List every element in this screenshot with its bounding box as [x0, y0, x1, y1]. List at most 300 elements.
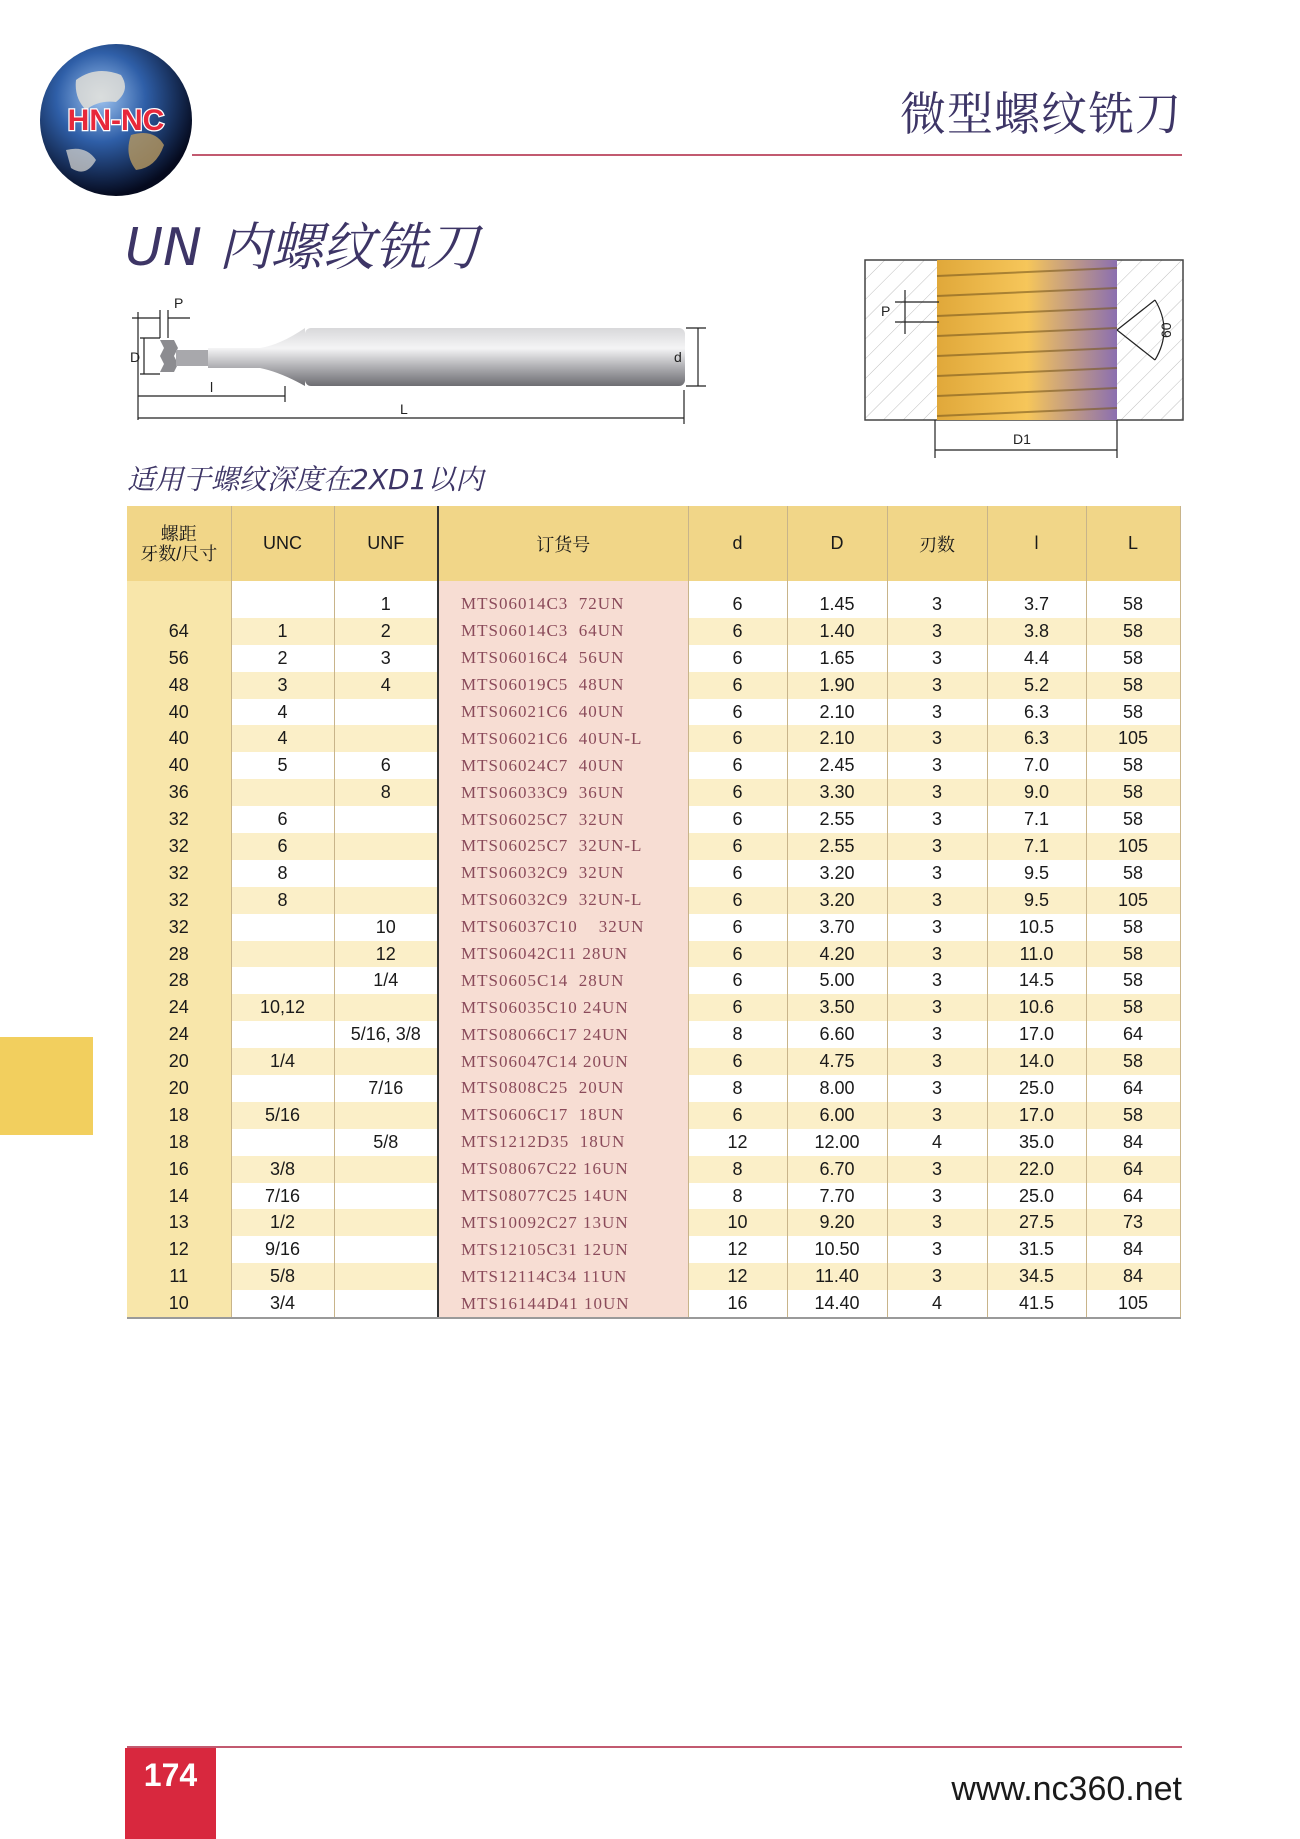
- cell-d: 6: [688, 699, 787, 726]
- cell-order: MTS0605C14 28UN: [438, 967, 688, 994]
- thread-profile-drawing: [855, 250, 1185, 465]
- cell-unc: [231, 1021, 334, 1048]
- cell-unc: 5/16: [231, 1102, 334, 1129]
- cell-order: MTS06025C7 32UN-L: [438, 833, 688, 860]
- cell-L: 64: [1086, 1075, 1180, 1102]
- cell-pitch: 28: [127, 941, 231, 968]
- cell-d: 8: [688, 1021, 787, 1048]
- cell-pitch: 18: [127, 1129, 231, 1156]
- cell-unf: 5/8: [334, 1129, 438, 1156]
- cell-l: 5.2: [987, 672, 1086, 699]
- cell-unc: [231, 941, 334, 968]
- cell-l: 9.5: [987, 860, 1086, 887]
- svg-text:L: L: [400, 401, 408, 417]
- cell-unf: [334, 725, 438, 752]
- cell-l: 25.0: [987, 1075, 1086, 1102]
- cell-pitch: 24: [127, 1021, 231, 1048]
- col-cut-length: l: [987, 506, 1086, 581]
- cell-order: MTS06037C10 32UN: [438, 914, 688, 941]
- cell-pitch: 32: [127, 833, 231, 860]
- cell-D: 3.20: [787, 860, 887, 887]
- cell-unc: 1/2: [231, 1209, 334, 1236]
- cell-unf: 1: [334, 591, 438, 618]
- cell-D: 1.90: [787, 672, 887, 699]
- cell-flutes: 3: [887, 1236, 987, 1263]
- cell-flutes: 3: [887, 591, 987, 618]
- cell-flutes: 3: [887, 1102, 987, 1129]
- cell-unc: [231, 1129, 334, 1156]
- cell-L: 58: [1086, 914, 1180, 941]
- svg-text:P: P: [881, 303, 891, 319]
- cell-flutes: 3: [887, 645, 987, 672]
- cell-flutes: 3: [887, 994, 987, 1021]
- cell-unf: 12: [334, 941, 438, 968]
- cell-D: 7.70: [787, 1183, 887, 1210]
- cell-l: 3.7: [987, 591, 1086, 618]
- cell-flutes: 3: [887, 1263, 987, 1290]
- cell-l: 34.5: [987, 1263, 1086, 1290]
- table-row: [127, 967, 1180, 994]
- table-row: [127, 725, 1180, 752]
- cell-order: MTS06021C6 40UN-L: [438, 725, 688, 752]
- cell-unf: [334, 1102, 438, 1129]
- cell-D: 4.20: [787, 941, 887, 968]
- cell-D: 4.75: [787, 1048, 887, 1075]
- cell-L: 105: [1086, 1290, 1180, 1318]
- cell-unc: 3/4: [231, 1290, 334, 1318]
- cell-l: 7.1: [987, 833, 1086, 860]
- cell-L: 58: [1086, 941, 1180, 968]
- cell-D: 2.45: [787, 752, 887, 779]
- cell-L: 64: [1086, 1021, 1180, 1048]
- table-row: [127, 941, 1180, 968]
- cell-D: 11.40: [787, 1263, 887, 1290]
- cell-unf: 2: [334, 618, 438, 645]
- cell-pitch: 13: [127, 1209, 231, 1236]
- cell-d: 6: [688, 618, 787, 645]
- cell-unc: 6: [231, 806, 334, 833]
- table-spacer-row: [127, 581, 1180, 591]
- cell-unc: [231, 779, 334, 806]
- cell-D: 12.00: [787, 1129, 887, 1156]
- cell-pitch: 20: [127, 1075, 231, 1102]
- svg-text:HN-NC: HN-NC: [67, 104, 165, 137]
- cell-l: 10.5: [987, 914, 1086, 941]
- cell-d: 6: [688, 833, 787, 860]
- table-row: [127, 1236, 1180, 1263]
- cell-L: 58: [1086, 645, 1180, 672]
- cell-L: 105: [1086, 725, 1180, 752]
- svg-text:d: d: [674, 349, 682, 365]
- cell-d: 6: [688, 941, 787, 968]
- cell-D: 9.20: [787, 1209, 887, 1236]
- cell-unc: 1/4: [231, 1048, 334, 1075]
- cell-flutes: 4: [887, 1129, 987, 1156]
- cell-flutes: 3: [887, 699, 987, 726]
- cell-d: 6: [688, 860, 787, 887]
- cell-d: 10: [688, 1209, 787, 1236]
- table-row: [127, 833, 1180, 860]
- cell-l: 31.5: [987, 1236, 1086, 1263]
- cell-flutes: 3: [887, 887, 987, 914]
- cell-l: 14.5: [987, 967, 1086, 994]
- cell-flutes: 4: [887, 1290, 987, 1318]
- cell-unc: 6: [231, 833, 334, 860]
- cell-L: 84: [1086, 1129, 1180, 1156]
- table-row: [127, 1156, 1180, 1183]
- cell-order: MTS1212D35 18UN: [438, 1129, 688, 1156]
- cell-D: 10.50: [787, 1236, 887, 1263]
- cell-unf: 8: [334, 779, 438, 806]
- cell-pitch: 40: [127, 752, 231, 779]
- table-row: [127, 779, 1180, 806]
- cell-l: 14.0: [987, 1048, 1086, 1075]
- table-row: [127, 1075, 1180, 1102]
- cell-d: 6: [688, 752, 787, 779]
- cell-D: 6.00: [787, 1102, 887, 1129]
- col-order-number: 订货号: [438, 506, 688, 581]
- cell-unf: [334, 1236, 438, 1263]
- cell-order: MTS06035C10 24UN: [438, 994, 688, 1021]
- cell-unf: 5/16, 3/8: [334, 1021, 438, 1048]
- cell-L: 58: [1086, 994, 1180, 1021]
- cell-pitch: 28: [127, 967, 231, 994]
- cell-L: 58: [1086, 860, 1180, 887]
- cell-d: 6: [688, 887, 787, 914]
- col-cut-dia: D: [787, 506, 887, 581]
- table-row: [127, 887, 1180, 914]
- cell-unc: 8: [231, 860, 334, 887]
- cell-d: 6: [688, 806, 787, 833]
- cell-D: 2.10: [787, 725, 887, 752]
- cell-L: 105: [1086, 833, 1180, 860]
- cell-D: 1.65: [787, 645, 887, 672]
- col-pitch: 螺距 牙数/尺寸: [127, 506, 231, 581]
- cell-L: 58: [1086, 752, 1180, 779]
- cell-unf: [334, 1290, 438, 1318]
- cell-pitch: 32: [127, 887, 231, 914]
- cell-order: MTS06014C3 64UN: [438, 618, 688, 645]
- cell-order: MTS06024C7 40UN: [438, 752, 688, 779]
- cell-unc: 5: [231, 752, 334, 779]
- cell-L: 58: [1086, 672, 1180, 699]
- table-row: [127, 591, 1180, 618]
- tool-dimension-drawing: [130, 290, 710, 430]
- cell-l: 9.0: [987, 779, 1086, 806]
- cell-flutes: 3: [887, 967, 987, 994]
- cell-order: MTS06016C4 56UN: [438, 645, 688, 672]
- cell-flutes: 3: [887, 1048, 987, 1075]
- cell-D: 6.60: [787, 1021, 887, 1048]
- cell-D: 3.30: [787, 779, 887, 806]
- cell-l: 35.0: [987, 1129, 1086, 1156]
- cell-d: 6: [688, 591, 787, 618]
- cell-unf: [334, 1156, 438, 1183]
- table-row: [127, 672, 1180, 699]
- cell-d: 8: [688, 1075, 787, 1102]
- cell-L: 73: [1086, 1209, 1180, 1236]
- cell-pitch: 32: [127, 914, 231, 941]
- cell-L: 58: [1086, 1102, 1180, 1129]
- svg-text:60: 60: [1158, 322, 1174, 338]
- cell-order: MTS0808C25 20UN: [438, 1075, 688, 1102]
- cell-l: 7.0: [987, 752, 1086, 779]
- cell-L: 58: [1086, 618, 1180, 645]
- cell-order: MTS06014C3 72UN: [438, 591, 688, 618]
- cell-l: 10.6: [987, 994, 1086, 1021]
- table-row: [127, 1209, 1180, 1236]
- cell-D: 2.10: [787, 699, 887, 726]
- cell-unc: 1: [231, 618, 334, 645]
- cell-l: 6.3: [987, 725, 1086, 752]
- cell-pitch: 40: [127, 699, 231, 726]
- cell-order: MTS10092C27 13UN: [438, 1209, 688, 1236]
- cell-d: 12: [688, 1263, 787, 1290]
- cell-order: MTS08077C25 14UN: [438, 1183, 688, 1210]
- cell-d: 6: [688, 672, 787, 699]
- footer-divider: [127, 1746, 1182, 1748]
- col-flutes: 刃数: [887, 506, 987, 581]
- table-row: [127, 806, 1180, 833]
- cell-unc: 2: [231, 645, 334, 672]
- cell-unf: 3: [334, 645, 438, 672]
- table-row: [127, 1021, 1180, 1048]
- cell-L: 58: [1086, 967, 1180, 994]
- cell-pitch: 20: [127, 1048, 231, 1075]
- table-row: [127, 914, 1180, 941]
- cell-order: MTS06019C5 48UN: [438, 672, 688, 699]
- cell-unf: [334, 1263, 438, 1290]
- cell-l: 9.5: [987, 887, 1086, 914]
- cell-L: 58: [1086, 591, 1180, 618]
- cell-order: MTS06025C7 32UN: [438, 806, 688, 833]
- cell-unc: [231, 591, 334, 618]
- cell-l: 7.1: [987, 806, 1086, 833]
- cell-l: 4.4: [987, 645, 1086, 672]
- cell-pitch: 10: [127, 1290, 231, 1318]
- cell-unc: [231, 914, 334, 941]
- cell-l: 22.0: [987, 1156, 1086, 1183]
- cell-l: 11.0: [987, 941, 1086, 968]
- cell-pitch: [127, 591, 231, 618]
- table-row: [127, 1263, 1180, 1290]
- cell-unf: 10: [334, 914, 438, 941]
- cell-pitch: 18: [127, 1102, 231, 1129]
- page-number: 174: [143, 1757, 198, 1793]
- cell-unc: 3: [231, 672, 334, 699]
- cell-flutes: 3: [887, 941, 987, 968]
- table-row: [127, 752, 1180, 779]
- cell-l: 17.0: [987, 1021, 1086, 1048]
- cell-pitch: 14: [127, 1183, 231, 1210]
- cell-pitch: 40: [127, 725, 231, 752]
- cell-unc: 8: [231, 887, 334, 914]
- cell-d: 6: [688, 779, 787, 806]
- cell-L: 64: [1086, 1183, 1180, 1210]
- table-row: [127, 860, 1180, 887]
- cell-unc: 10,12: [231, 994, 334, 1021]
- cell-L: 58: [1086, 1048, 1180, 1075]
- cell-l: 6.3: [987, 699, 1086, 726]
- cell-d: 6: [688, 725, 787, 752]
- cell-d: 6: [688, 967, 787, 994]
- table-row: [127, 994, 1180, 1021]
- cell-flutes: 3: [887, 752, 987, 779]
- cell-order: MTS08067C22 16UN: [438, 1156, 688, 1183]
- cell-order: MTS08066C17 24UN: [438, 1021, 688, 1048]
- cell-d: 6: [688, 994, 787, 1021]
- cell-order: MTS06042C11 28UN: [438, 941, 688, 968]
- cell-unc: 4: [231, 725, 334, 752]
- section-tab-marker: [0, 1037, 93, 1135]
- cell-flutes: 3: [887, 1183, 987, 1210]
- table-row: [127, 645, 1180, 672]
- table-row: [127, 1102, 1180, 1129]
- cell-l: 41.5: [987, 1290, 1086, 1318]
- col-total-length: L: [1086, 506, 1180, 581]
- cell-order: MTS06032C9 32UN: [438, 860, 688, 887]
- cell-D: 3.20: [787, 887, 887, 914]
- cell-d: 12: [688, 1236, 787, 1263]
- cell-pitch: 32: [127, 806, 231, 833]
- cell-flutes: 3: [887, 672, 987, 699]
- cell-l: 25.0: [987, 1183, 1086, 1210]
- cell-D: 6.70: [787, 1156, 887, 1183]
- cell-L: 84: [1086, 1263, 1180, 1290]
- cell-unf: [334, 887, 438, 914]
- cell-unf: [334, 1048, 438, 1075]
- cell-unf: [334, 994, 438, 1021]
- cell-unf: 6: [334, 752, 438, 779]
- cell-flutes: 3: [887, 779, 987, 806]
- cell-unf: [334, 806, 438, 833]
- cell-flutes: 3: [887, 1156, 987, 1183]
- cell-d: 6: [688, 1048, 787, 1075]
- cell-D: 1.45: [787, 591, 887, 618]
- company-logo: [36, 40, 196, 200]
- cell-d: 6: [688, 1102, 787, 1129]
- cell-L: 58: [1086, 779, 1180, 806]
- cell-unc: 5/8: [231, 1263, 334, 1290]
- cell-L: 58: [1086, 806, 1180, 833]
- cell-D: 8.00: [787, 1075, 887, 1102]
- cell-L: 84: [1086, 1236, 1180, 1263]
- cell-unc: 3/8: [231, 1156, 334, 1183]
- table-row: [127, 1183, 1180, 1210]
- cell-flutes: 3: [887, 860, 987, 887]
- cell-pitch: 48: [127, 672, 231, 699]
- cell-unc: 9/16: [231, 1236, 334, 1263]
- website-link[interactable]: www.nc360.net: [951, 1770, 1182, 1808]
- cell-d: 6: [688, 914, 787, 941]
- cell-L: 64: [1086, 1156, 1180, 1183]
- table-row: [127, 699, 1180, 726]
- cell-flutes: 3: [887, 1209, 987, 1236]
- col-shank-d: d: [688, 506, 787, 581]
- cell-unc: 4: [231, 699, 334, 726]
- cell-unf: 1/4: [334, 967, 438, 994]
- svg-text:D: D: [130, 349, 141, 365]
- spec-table: [127, 506, 1181, 1319]
- cell-order: MTS06047C14 20UN: [438, 1048, 688, 1075]
- cell-pitch: 36: [127, 779, 231, 806]
- cell-d: 12: [688, 1129, 787, 1156]
- cell-order: MTS06021C6 40UN: [438, 699, 688, 726]
- cell-pitch: 32: [127, 860, 231, 887]
- cell-D: 5.00: [787, 967, 887, 994]
- cell-order: MTS16144D41 10UN: [438, 1290, 688, 1318]
- svg-text:D1: D1: [1013, 431, 1031, 447]
- cell-pitch: 64: [127, 618, 231, 645]
- cell-unf: [334, 860, 438, 887]
- cell-D: 14.40: [787, 1290, 887, 1318]
- table-header-row: [127, 506, 1180, 581]
- cell-flutes: 3: [887, 1021, 987, 1048]
- cell-D: 3.70: [787, 914, 887, 941]
- col-unc: UNC: [231, 506, 334, 581]
- cell-order: MTS12114C34 11UN: [438, 1263, 688, 1290]
- cell-pitch: 24: [127, 994, 231, 1021]
- cell-unf: 4: [334, 672, 438, 699]
- cell-order: MTS06033C9 36UN: [438, 779, 688, 806]
- table-row: [127, 1290, 1180, 1318]
- cell-d: 8: [688, 1156, 787, 1183]
- cell-pitch: 12: [127, 1236, 231, 1263]
- col-unf: UNF: [334, 506, 438, 581]
- svg-text:P: P: [174, 295, 184, 311]
- cell-unc: [231, 1075, 334, 1102]
- cell-D: 3.50: [787, 994, 887, 1021]
- cell-D: 1.40: [787, 618, 887, 645]
- cell-flutes: 3: [887, 914, 987, 941]
- cell-unf: [334, 1183, 438, 1210]
- cell-L: 58: [1086, 699, 1180, 726]
- cell-unf: [334, 833, 438, 860]
- cell-unf: [334, 1209, 438, 1236]
- header-divider: [192, 154, 1182, 156]
- cell-order: MTS12105C31 12UN: [438, 1236, 688, 1263]
- cell-L: 105: [1086, 887, 1180, 914]
- cell-order: MTS0606C17 18UN: [438, 1102, 688, 1129]
- table-row: [127, 1048, 1180, 1075]
- cell-d: 6: [688, 645, 787, 672]
- cell-d: 16: [688, 1290, 787, 1318]
- cell-unf: 7/16: [334, 1075, 438, 1102]
- cell-l: 3.8: [987, 618, 1086, 645]
- table-row: [127, 618, 1180, 645]
- cell-l: 17.0: [987, 1102, 1086, 1129]
- section-title: UN 内螺纹铣刀: [125, 218, 479, 278]
- cell-flutes: 3: [887, 833, 987, 860]
- usage-note: 适用于螺纹深度在2XD1以内: [127, 463, 484, 496]
- header-title: 微型螺纹铣刀: [900, 87, 1182, 141]
- cell-d: 8: [688, 1183, 787, 1210]
- cell-unc: 7/16: [231, 1183, 334, 1210]
- cell-pitch: 16: [127, 1156, 231, 1183]
- cell-unc: [231, 967, 334, 994]
- cell-flutes: 3: [887, 1075, 987, 1102]
- cell-flutes: 3: [887, 806, 987, 833]
- table-row: [127, 1129, 1180, 1156]
- cell-flutes: 3: [887, 618, 987, 645]
- cell-pitch: 11: [127, 1263, 231, 1290]
- cell-D: 2.55: [787, 833, 887, 860]
- cell-order: MTS06032C9 32UN-L: [438, 887, 688, 914]
- cell-l: 27.5: [987, 1209, 1086, 1236]
- svg-text:l: l: [210, 379, 214, 395]
- cell-unf: [334, 699, 438, 726]
- cell-pitch: 56: [127, 645, 231, 672]
